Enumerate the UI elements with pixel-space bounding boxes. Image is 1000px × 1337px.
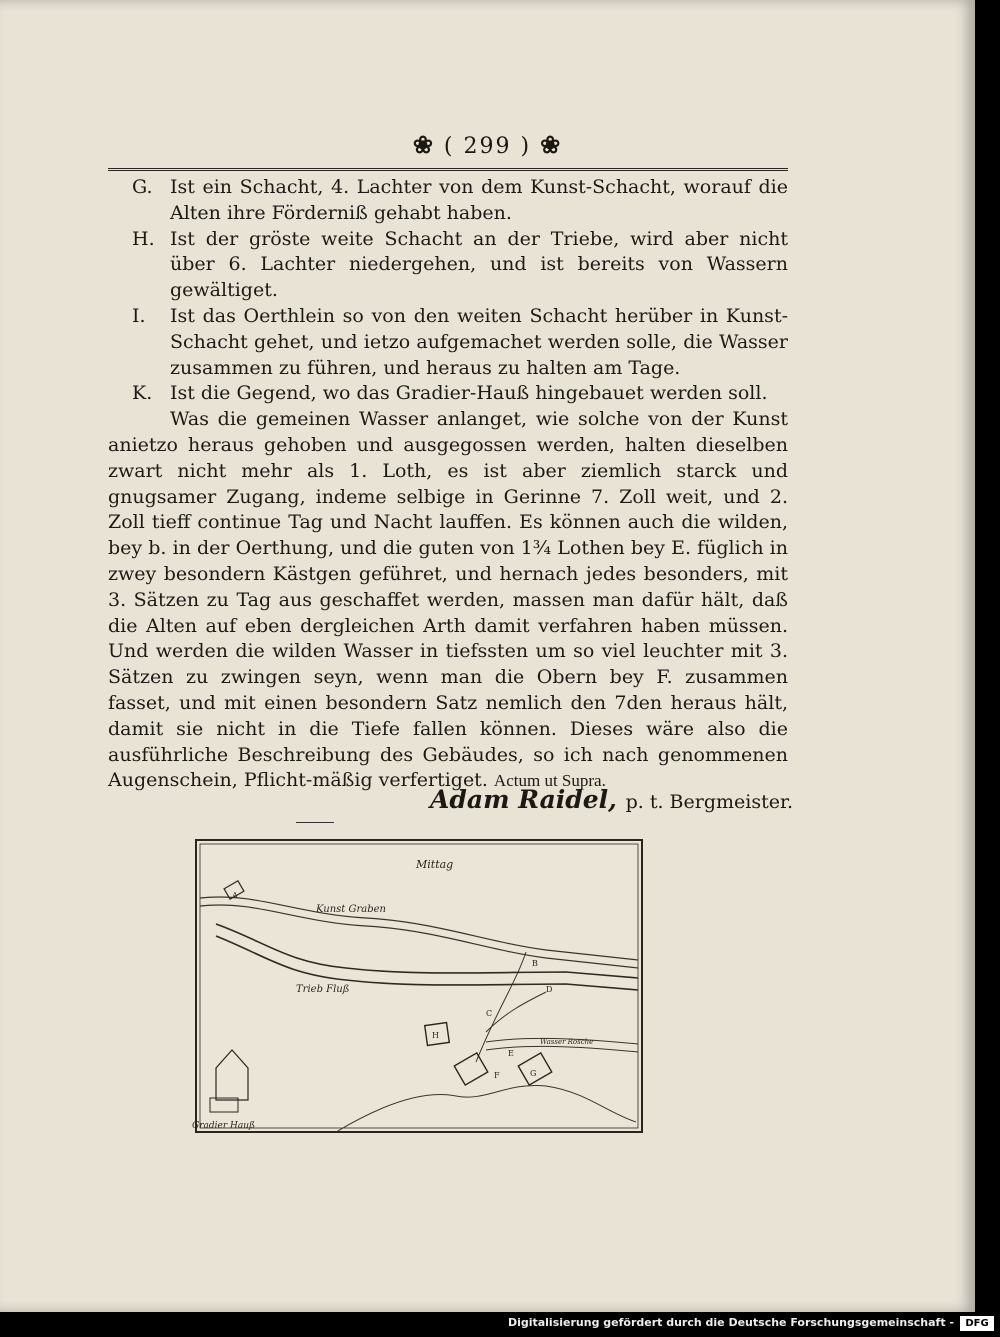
actum-text: Actum ut Supra. [493,771,606,791]
legend-entry-k [108,381,788,407]
legend-text: Ist die Gegend, wo das Gradier-Hauß hingebauet werden soll. [170,382,768,405]
map-letter-g: G [530,1069,537,1078]
legend-letter: K. [132,382,153,405]
map-letter-h: H [432,1031,439,1040]
signature-title: p. t. Bergmeister. [625,791,794,813]
legend-entry-i [108,304,788,381]
dfg-logo: DFG [960,1316,994,1331]
body-text [108,175,788,794]
map-letter-e: E [508,1049,514,1058]
legend-letter: G. [132,176,153,198]
map-label-trieb-fluss: Trieb Fluß [296,984,350,995]
map-label-mittag: Mittag [416,858,454,871]
map-letter-b: B [532,959,538,968]
legend-entry-h [108,227,788,304]
legend-letter: H. [132,227,155,250]
map-label-gradier-haus: Gradier Hauß [192,1121,256,1131]
legend-text: Ist der gröste weite Schacht an der Triebe, wird aber nicht über 6. Lachter niedergehen, und ist bereits von Wassern gewältiget. [170,227,788,302]
header-rule [108,168,788,171]
ornament-left-icon: ❀ [412,130,435,159]
page-header [0,130,975,159]
map-letter-a: A [232,891,238,900]
map-illustration [186,832,650,1140]
legend-entry-g [108,175,788,227]
paragraph-text: Was die gemeinen Wasser anlanget, wie solche von der Kunst anietzo heraus gehoben und ausgegossen werden, halten dieselben zwart nicht mehr als 1. Loth, es ist aber ziemlich starck und gnugsamer Zugang, indeme selbige in Gerinne 7. Zoll weit, und 2. Zoll tieff continue Tag und Nacht lauffen. Es können auch die wilden, bey b. in der Oerthung, und die guten von 1¾ Lothen bey E. füglich in zwey besondern Kästgen geführet, und hernach jedes besonders, mit 3. Sätzen zu Tag aus geschaffet werden, massen man dafür hält, daß die Alten auf eben dergleichen Arth damit verfahren haben müssen. Und werden die wilden Wasser in tiefssten um so viel leuchter mit 3. Sätzen zu zwingen seyn, wenn man die Obern bey F. zusammen fasset, und mit einen besondern Satz nemlich den 7den heraus hält, damit sie nicht in die Tiefe fallen können. Dieses wäre also die ausführliche Beschreibung des Gebäudes, so ich nach genommenen Augenschein, Pflicht-mäßig verfertiget. [108,408,788,792]
legend-text: Ist ein Schacht, 4. Lachter von dem Kunst-Schacht, worauf die Alten ihre Förderniß gehabt haben. [170,176,788,224]
map-letter-c: C [486,1009,493,1018]
ornament-right-icon: ❀ [540,130,563,159]
body-paragraph [108,407,788,794]
footer-credit: Digitalisierung gefördert durch die Deutsche Forschungsgemeinschaft - [507,1316,954,1329]
legend-letter: I. [132,304,146,327]
map-label-wasser-rosche: Wasser Rosche [540,1038,594,1046]
map-label-kunst-graben: Kunst Graben [316,904,386,915]
map-top-mark [296,822,334,823]
legend-text: Ist das Oerthlein so von den weiten Schacht herüber in Kunst-Schacht gehet, und ietzo aufgemachet werden solle, die Wasser zusammen zu führen, und heraus zu halten am Tage. [170,304,788,379]
signature-name: Adam Raidel, [430,785,617,814]
map-letter-d: D [546,985,553,994]
page-number: ( 299 ) [443,134,532,159]
map-letter-f: F [494,1071,500,1080]
signature [430,785,793,814]
